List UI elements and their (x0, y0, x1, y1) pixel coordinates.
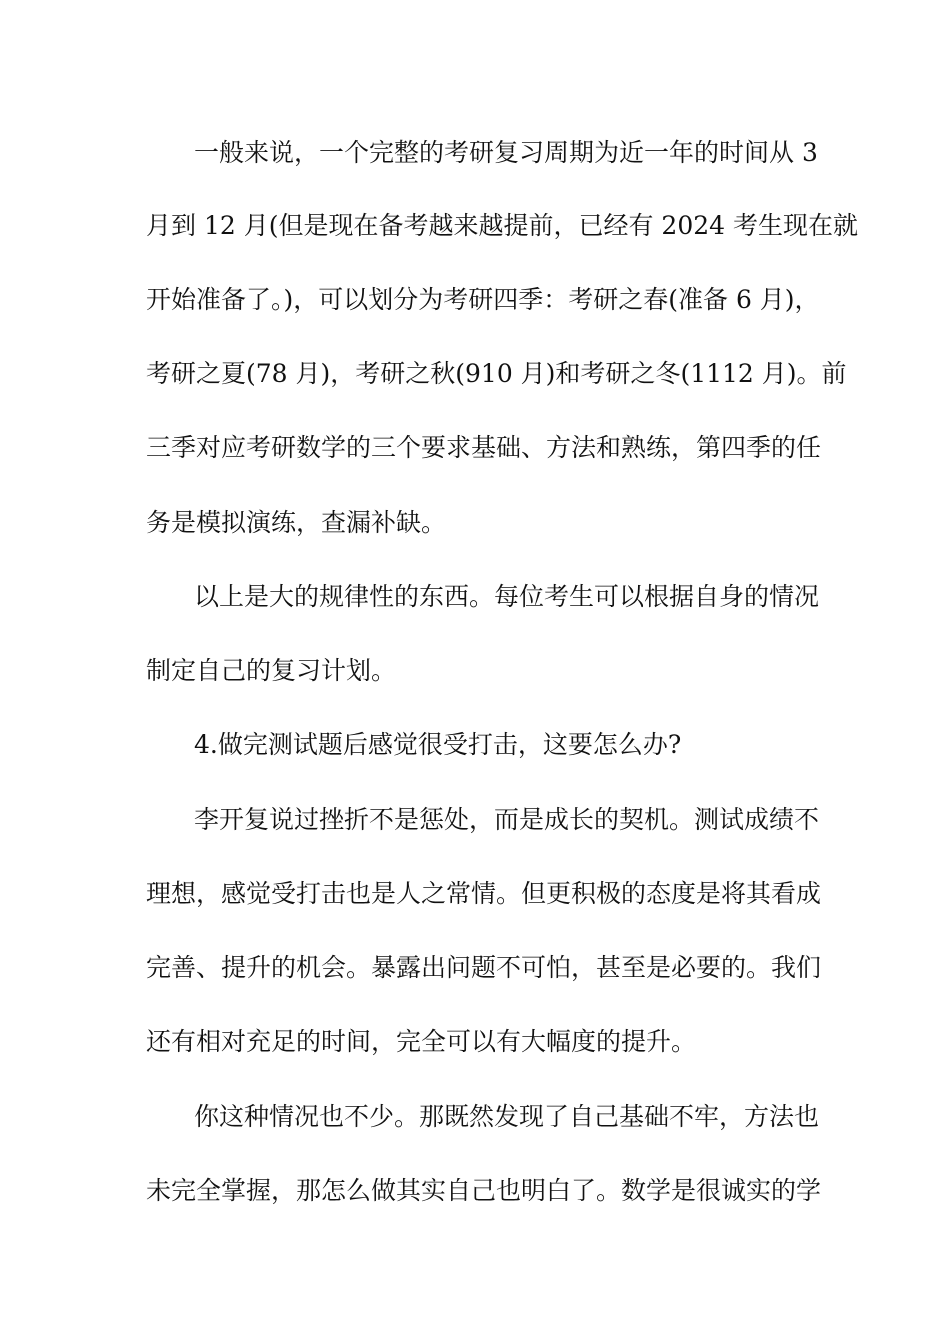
paragraph-line: 还有相对充足的时间，完全可以有大幅度的提升。 (146, 1027, 697, 1056)
paragraph-line: 完善、提升的机会。暴露出问题不可怕，甚至是必要的。我们 (146, 953, 822, 982)
paragraph-line: 未完全掌握，那怎么做其实自己也明白了。数学是很诚实的学 (146, 1176, 822, 1205)
question-heading: 4.做完测试题后感觉很受打击，这要怎么办? (194, 730, 682, 759)
paragraph-line: 制定自己的复习计划。 (146, 656, 397, 685)
paragraph-line: 月到 12 月(但是现在备考越来越提前，已经有 2024 考生现在就 (146, 211, 858, 240)
paragraph-line: 以上是大的规律性的东西。每位考生可以根据自身的情况 (194, 582, 820, 611)
paragraph-line: 理想，感觉受打击也是人之常情。但更积极的态度是将其看成 (146, 879, 822, 908)
paragraph-line: 务是模拟演练，查漏补缺。 (146, 508, 447, 537)
paragraph-line: 三季对应考研数学的三个要求基础、方法和熟练，第四季的任 (146, 433, 822, 462)
paragraph-line: 开始准备了。)，可以划分为考研四季：考研之春(准备 6 月)， (146, 285, 820, 314)
paragraph-line: 李开复说过挫折不是惩处，而是成长的契机。测试成绩不 (194, 805, 820, 834)
paragraph-line: 你这种情况也不少。那既然发现了自己基础不牢，方法也 (194, 1102, 820, 1131)
paragraph-line: 考研之夏(78 月)，考研之秋(910 月)和考研之冬(1112 月)。前 (146, 359, 847, 388)
paragraph-line: 一般来说，一个完整的考研复习周期为近一年的时间从 3 (194, 138, 818, 167)
